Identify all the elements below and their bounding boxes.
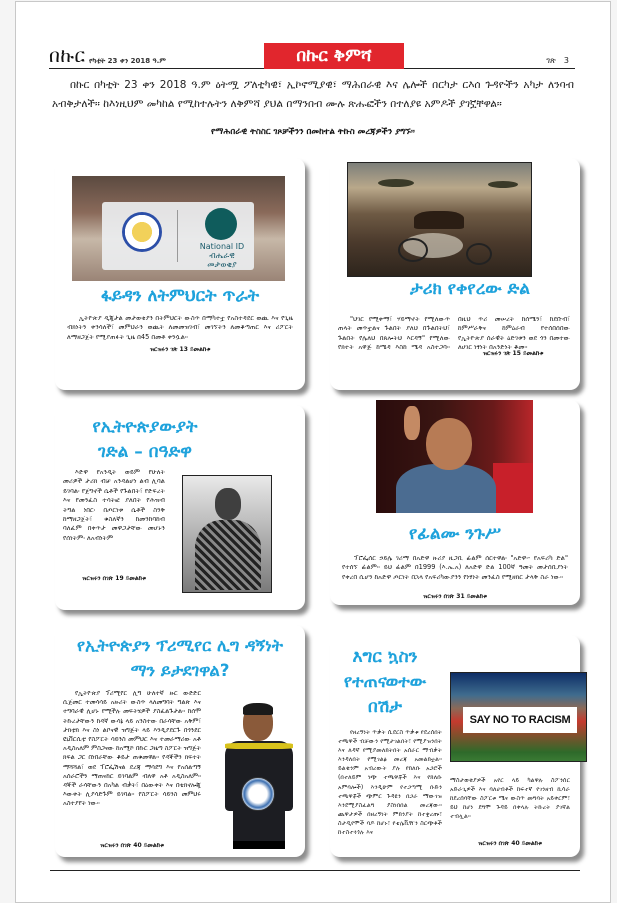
- shirt-shape: [396, 464, 496, 513]
- shorts-shape: [233, 811, 285, 841]
- national-id-caption: ብሔራዊ መታወቂያ: [207, 251, 237, 269]
- boots-shape: [233, 841, 285, 849]
- article-image-empress-portrait: [182, 475, 272, 593]
- football-icon: [241, 777, 275, 811]
- article-page-ref: ዝርዝሩን በገጽ 31 ይመልከቱ: [423, 593, 487, 600]
- section-banner: በኩር ቅምሻ: [264, 43, 404, 69]
- article-page-ref: ዝርዝሩን በገጽ 19 ይመልከቱ: [82, 575, 146, 582]
- article-summary: የኢትዮጵያ ፕሪሚየር ሊግ ሁለተኛ ዙር ውድድር ሲጀመር ተመሳሳይ አዙሪት ውስጥ ላለመግባት ግልጽ እና ተግባራዊ ሊሆኑ የሚችሉ መፍትሄዎች ያስፈልጉታል። ከሰሞ ትኩረታቸውን ከዳኛ ውሳኔ ላይ አንስተው በራሳቸው አቅም፣ ታክቲክ እና ስነ ልቦናዊ ዝግጅት ላይ እንዲያደርጉ በጎንደር ዩኒቨርሲቲ የስፖርት ሳይንስ መምህር እና ተመራማሪው አቶ አዲስአለም ምስጋናው ከአሚኮ በኩር ጋዜጣ ስፖርት ዝግጅት ክፍል ጋር በነበራቸው ቆይታ ጠቁመዋል። የዳኞችን ክፍተት ማሻሻል፣ ወደ ፕሮፌሽናል ደረጃ ማሳደግ እና የአሰልጣኝ አሰራሮችን ማጠናከር ይገባልም ብለዋ አቶ አዲስአለም። ዳኞች ራሳቸውን በአካል ብቃት፣ በዕውቀት እና በቴክኖሎጂ እውቀት ሊያሳድጉም ይገባል። የስፖርት ሳይንስ መምህሩ አስተያየት ነው።: [63, 689, 201, 808]
- jersey-trim-shape: [225, 743, 293, 749]
- article-title-line: እግር ኳስን: [352, 647, 418, 667]
- logo-divider: [177, 210, 178, 262]
- article-image-filmmaker: [376, 400, 533, 513]
- article-summary: እድዋ የአንዲት ወይም የሁለት መሪዎች ታሪክ ብቻ አንዳልሆነ ልብ ሊባል ይገባል፡ የጀግኖች ሴቶች የጉልበት፣ የድፍረት እና የመንፈስ ተሳትፎ ያለበት የሕዝብ ትግል ነበር፡ በጦርነቱ ሴቶች ስንቅ ከማዘጋጀት፣ ቁስለኛን ከመንከባከብ ባለፈም በቀጥታ መዋጋታቸው መሆኑን የሰነትም፡ ለአብነትም: [63, 468, 165, 542]
- article-title[interactable]: የፊልሙ ንጉሥ: [408, 524, 502, 544]
- issue-date: የካቲት 23 ቀን 2018 ዓ.ም: [89, 57, 166, 65]
- article-page-ref: ዝርዝሩን ገጽ 15 ይመልከቱ: [482, 350, 544, 357]
- article-card-film[interactable]: [330, 400, 580, 605]
- page-header: [49, 43, 575, 69]
- article-title[interactable]: ታሪክ የቀየረው ድል: [409, 279, 531, 299]
- face-shape: [426, 418, 472, 470]
- article-page-ref: ዝርዝሩን ገጽ 13 ይመልከቱ: [149, 346, 211, 353]
- cannon-wheel-icon: [398, 238, 428, 262]
- article-card-premier-league[interactable]: [55, 625, 305, 857]
- article-card-racism[interactable]: [330, 635, 580, 857]
- article-title[interactable]: [330, 645, 440, 720]
- head-shape: [215, 488, 241, 520]
- intro-paragraph: በኩር በካቲት 23 ቀን 2018 ዓ.ም ዕትሟ ፖለቲካዊ፣ ኢኮኖሚያዊ፣ ማሕበራዊ እና ሌሎች በርካታ ርእሰ ጉዳዮችን አካታ ለንባብ አብቅታለች። ከእነዚህም መካከል የሚከተሉትን ለቅምሻ ያህል በማንበብ ሙሉ ጽሑፎችን በተለያዩ አምዶች ያገኟቸዋል።: [52, 79, 574, 110]
- article-title-line: ማን ይታደገዋል?: [130, 661, 230, 680]
- tree-shape: [488, 181, 518, 188]
- national-id-logo-icon: [205, 208, 237, 240]
- article-title[interactable]: [65, 415, 225, 465]
- cannon-wheel-icon: [466, 243, 492, 265]
- article-summary: ፕሮፌሰር ኃይሌ ገሪማ በአድዋ ዙሪያ ዚጋቢ ፊልም ሰርተዋል፡ "አድዋ፡- የአፍሪካ ድል" የተሰኘ ፊልም፡፡ ይህ ፊልም በ1999 (እ.ኤ.አ) ለአድዋ ድል 100ኛ ዓመት መታሰቢያነት የቀረበ ሲሆን ከአድዋ ጦርነት በኋላ የአፍሪካውያንን የነፃነት መንፈስ የሚዘክር ታላቅ ስራ ነው።: [342, 554, 568, 581]
- red-carpet-shape: [493, 463, 533, 513]
- article-summary: ኢትዮጵያ ዲጂታል መታወቂያን በትምህርት ውስጥ በማካተቷ የአስተዳደር ወጪ እና የጊዜ ብክነትን ቀንሳለች፣ መምህራን ወጪት ለመመዝገብ፣ መገኘትን ለመቆጣጠር እና ሪፖርት ለማዘጋጀት የሚያጠፉት ጊዜ በ45 በመቶ ቀንሷል።: [67, 314, 293, 341]
- article-image-national-id: [72, 176, 285, 281]
- article-image-battle: [347, 162, 532, 277]
- page-number: [538, 56, 569, 66]
- brand-name: በኩር: [49, 45, 86, 67]
- article-title-line: የኢትዮጵያን ፕሪሚየር ሊግ ዳኝነት: [77, 636, 283, 655]
- footer-rule: [50, 870, 580, 871]
- national-id-label: [194, 242, 250, 269]
- article-card-history[interactable]: [330, 158, 580, 390]
- article-summary: የዘረኝነት ጥቃት ሲደርስ ጥቃቱ የደረሰበት ተጫዋች ብቻውን የሚታገልበት፣ የሚያዝንበት እና ለዳኛ የሚያመለክትበት አሰራር ማብቃት እንዳለበት የሚገልፅ መረጃ አመልክቷል። ይልቁንም አብረውት ያሉ የክለቡ አጋሮች (በተለይም ነጭ ተጫዋቾች እና የክለቡ አምባሎች) እንዲሁም የተጋጣሚ ቡድን ተጫዋቾች ጭምር ጉዳዩን በጋራ ማውገዝ እንደሚያስፈልግ ያስነበበል መረጃው። ጨዋታዎች በዘረኝነት ምክንያት ከተቋረጡ፣ ስታዲየሞች ባዶ ከሆኑ፣ የቴሌቪዥን ስርጭቶች ከተስተጓጎሉ እና: [338, 729, 442, 837]
- cavalry-shape: [414, 211, 464, 229]
- hair-shape: [243, 703, 273, 715]
- article-card-women-adwa[interactable]: [55, 405, 305, 610]
- article-title-line: የተጠናወተው: [343, 672, 427, 692]
- article-title-line: ገድል – በዓድዋ: [98, 442, 192, 462]
- ministry-emblem-icon: [122, 212, 162, 252]
- article-title-line: የኢትዮጵያውያት: [92, 417, 198, 437]
- article-title[interactable]: ፋይዳን ለትምህርት ጥራት: [100, 286, 260, 306]
- article-page-ref: ዝርዝሩን በገጽ 40 ይመልከቱ: [100, 842, 164, 849]
- article-summary: "ህገር የሚቀማ፣ ሃይማኖት የሚለውጥ ጠላት መጥቷልና ጉልበት ያለህ በጉልበትህ፣ ጉልበት የሌለህ በጸሎትህ እርዳኝ" የሚለው የክተት አዋጅ ከሜዳ እስከ ሜዳ አስተጋባ። በዚህ ጥሪ መሠረት ከሰሜን፣ ከደቡብ፣ ከምሥራቅና ከምዕራብ የተሰበሰበው የኢትዮጵያ ሰራዊት ዕድገቱን ወደ ጎን በመተው ለሀገር ነፃነት በአንድነት ቆመ።: [338, 315, 570, 352]
- article-image-referee: [203, 665, 313, 857]
- article-summary-continued: ማስታወቂያዎች አየር ላይ ካልዋሉ ስፖንሰር አድራጊዎች እና ባለሀብቶች ከፍተኛ የገንዘብ ኪሳራ ከደረሰባቸው ስፖርቱ ሜና ውስጥ መግባት አይቀርም፣ ይህ ከሆነ ደግሞ ጉዳይ በቀላሉ ትኩረት ያገኛል ተብሏል።: [450, 777, 570, 821]
- peace-sign-hand-icon: [404, 406, 420, 440]
- article-title-line: በሽታ: [368, 697, 402, 717]
- national-id-text: National ID: [199, 242, 245, 251]
- robe-shape: [195, 520, 261, 590]
- anti-racism-banner: SAY NO TO RACISM: [463, 707, 577, 733]
- article-card-education[interactable]: [55, 158, 305, 390]
- social-media-note: የማሕበራዊ ትስስር ገጾቻችንን በመከተል ትኩስ መረጃዎችን ያግኙ።: [211, 127, 415, 137]
- page-label: ገጽ: [546, 56, 556, 65]
- article-page-ref: ዝርዝሩን በገጽ 40 ይመልከቱ: [478, 840, 542, 847]
- tree-shape: [378, 179, 414, 187]
- page-number-value: 3: [563, 56, 569, 65]
- article-image-say-no-to-racism: [450, 672, 587, 762]
- logo-panel: [102, 202, 254, 270]
